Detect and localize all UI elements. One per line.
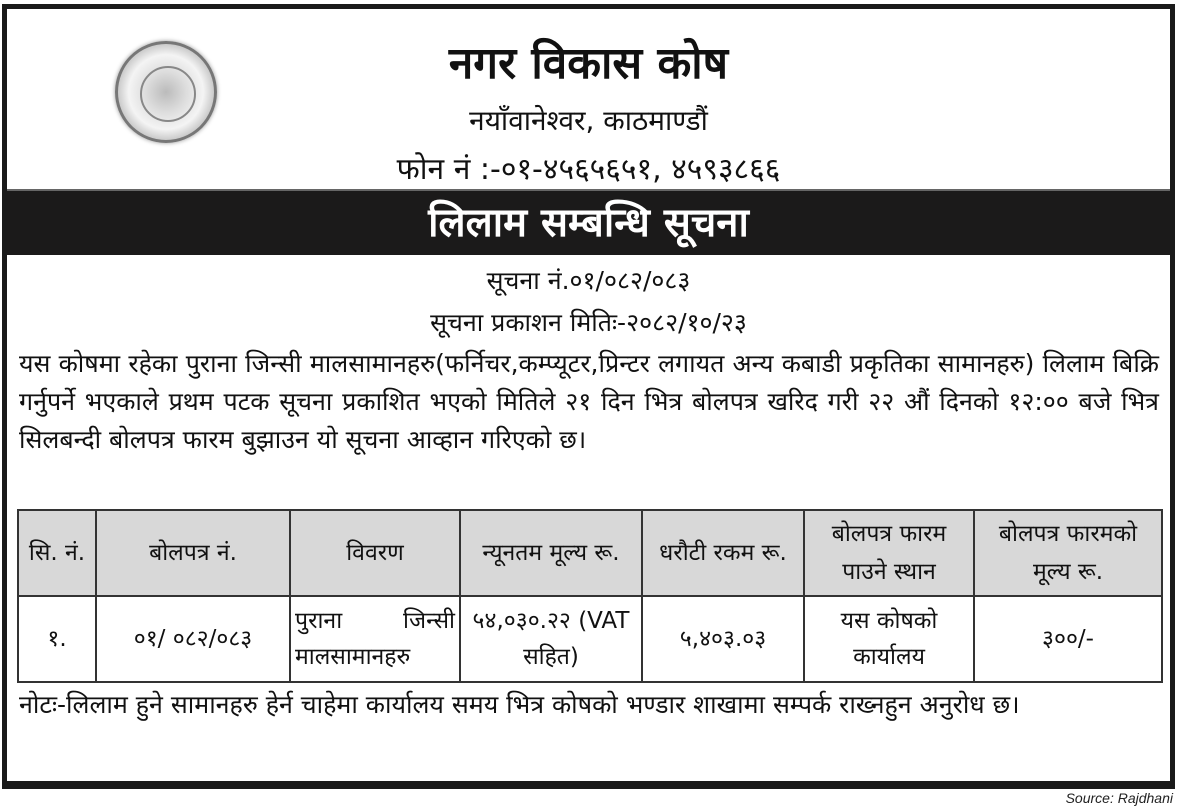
table-header-row [18,510,1162,596]
organization-address: नयाँवानेश्वर, काठमाण्डौं [469,104,708,137]
cell-form-location: यस कोषको कार्यालय [804,596,974,682]
notice-header [7,9,1170,191]
source-credit: Source: Rajdhani [1065,790,1173,806]
cell-deposit: ५,४०३.०३ [642,596,804,682]
notice-title-banner: लिलाम सम्बन्धि सूचना [7,191,1170,255]
cell-minimum-price: ५४,०३०.२२ (VAT सहित) [460,596,642,682]
cell-form-price: ३००/- [974,596,1162,682]
publication-date: सूचना प्रकाशन मितिः-२०८२/१०/२३ [430,308,747,337]
col-form-location: बोलपत्र फारम पाउने स्थान [804,510,974,596]
notice-reference: सूचना नं.०१/०८२/०८३ [486,266,691,295]
notice-frame [2,4,1175,789]
col-bid-number: बोलपत्र नं. [96,510,290,596]
cell-bid-number: ०१/ ०८२/०८३ [96,596,290,682]
notice-body: यस कोषमा रहेका पुराना जिन्सी मालसामानहरु(फर्निचर,कम्प्यूटर,प्रिन्टर लगायत अन्य कबाडी प्रकृतिका सामानहरु) लिलाम बिक्रि गर्नुपर्ने भएकाले प्रथम पटक सूचना प्रकाशित भएको मितिले २१ दिन भित्र बोलपत्र खरिद गरी २२ औं दिनको १२:०० बजे भित्र सिलबन्दी बोलपत्र फारम बुझाउन यो सूचना आव्हान गरिएको छ। [19,349,1159,454]
cell-serial: १. [18,596,96,682]
col-serial: सि. नं. [18,510,96,596]
col-description: विवरण [290,510,460,596]
col-form-price: बोलपत्र फारमको मूल्य रू. [974,510,1162,596]
table-row [18,596,1162,682]
notice-note: नोटः-लिलाम हुने सामानहरु हेर्न चाहेमा कार्यालय समय भित्र कोषको भण्डार शाखामा सम्पर्क राख्नहुन अनुरोध छ। [19,690,1020,719]
col-deposit: धरौटी रकम रू. [642,510,804,596]
auction-table [17,509,1163,683]
organization-name: नगर विकास कोष [448,38,729,89]
organization-phone: फोन नं :-०१-४५६५६५१, ४५९३८६६ [396,152,781,187]
cell-description: पुराना जिन्सी मालसामानहरु [290,596,460,682]
col-minimum-price: न्यूनतम मूल्य रू. [460,510,642,596]
